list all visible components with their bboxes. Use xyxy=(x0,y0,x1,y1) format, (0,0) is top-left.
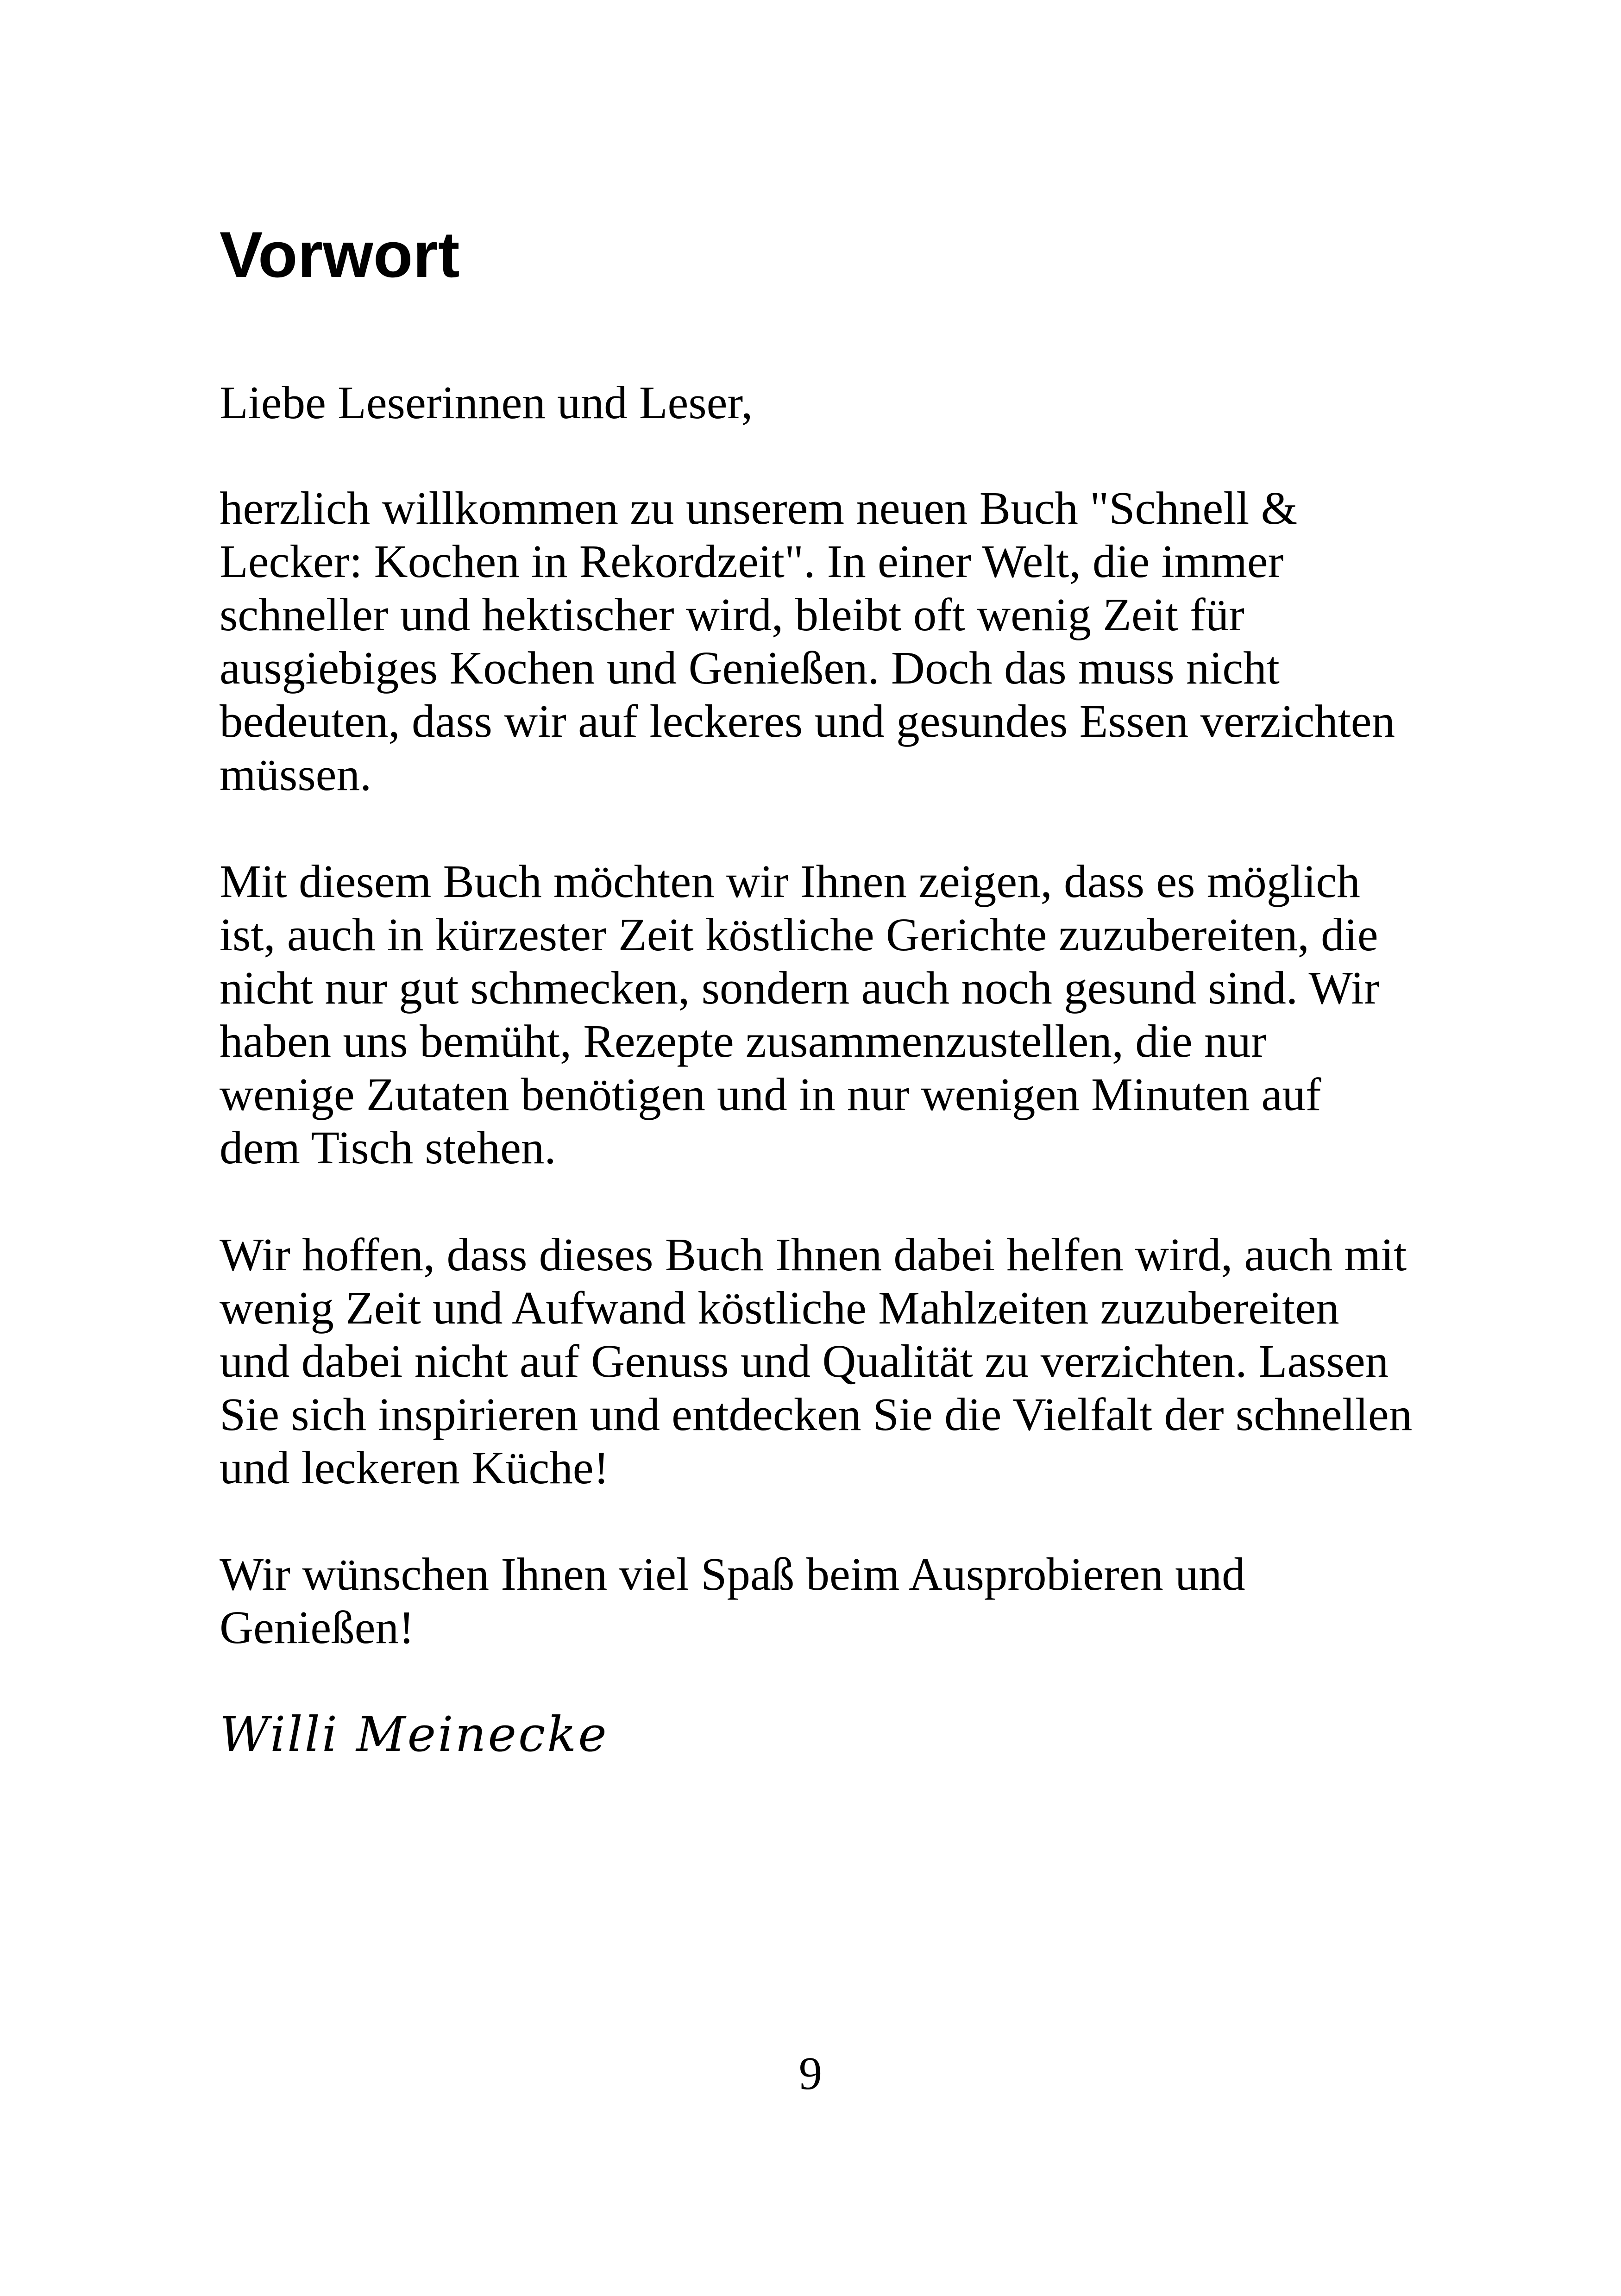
text-line: und dabei nicht auf Genuss und Qualität zu verzichten. Lassen xyxy=(220,1335,1389,1387)
text-line: haben uns bemüht, Rezepte zusammenzustellen, die nur xyxy=(220,1015,1267,1067)
text-line: ist, auch in kürzester Zeit köstliche Gerichte zuzubereiten, die xyxy=(220,909,1378,960)
paragraph-welcome xyxy=(220,482,1395,801)
page-title: Vorwort xyxy=(220,218,460,291)
author-signature: Willi Meinecke xyxy=(220,1706,609,1763)
text-line: Sie sich inspirieren und entdecken Sie die Vielfalt der schnellen xyxy=(220,1388,1413,1440)
text-line: bedeuten, dass wir auf leckeres und gesundes Essen verzichten xyxy=(220,695,1395,747)
text-line: Wir hoffen, dass dieses Buch Ihnen dabei helfen wird, auch mit xyxy=(220,1229,1407,1280)
page-number: 9 xyxy=(798,2047,823,2099)
text-line: wenig Zeit und Aufwand köstliche Mahlzeiten zuzubereiten xyxy=(220,1282,1339,1334)
text-line: schneller und hektischer wird, bleibt oft wenig Zeit für xyxy=(220,589,1244,640)
text-line: Mit diesem Buch möchten wir Ihnen zeigen, dass es möglich xyxy=(220,855,1360,907)
text-line: wenige Zutaten benötigen und in nur wenigen Minuten auf xyxy=(220,1068,1321,1120)
paragraph-closing xyxy=(220,1548,1245,1654)
text-line: Genießen! xyxy=(220,1601,415,1653)
greeting: Liebe Leserinnen und Leser, xyxy=(220,376,753,428)
text-line: ausgiebiges Kochen und Genießen. Doch das muss nicht xyxy=(220,642,1280,694)
text-line: dem Tisch stehen. xyxy=(220,1122,556,1173)
text-line: müssen. xyxy=(220,748,372,800)
text-line: Lecker: Kochen in Rekordzeit". In einer Welt, die immer xyxy=(220,535,1284,587)
text-line: herzlich willkommen zu unserem neuen Buch "Schnell & xyxy=(220,482,1298,534)
text-line: Wir wünschen Ihnen viel Spaß beim Ausprobieren und xyxy=(220,1548,1245,1600)
text-line: nicht nur gut schmecken, sondern auch noch gesund sind. Wir xyxy=(220,962,1380,1014)
paragraph-purpose xyxy=(220,855,1379,1174)
paragraph-hope xyxy=(220,1228,1412,1494)
text-line: und leckeren Küche! xyxy=(220,1442,609,1493)
